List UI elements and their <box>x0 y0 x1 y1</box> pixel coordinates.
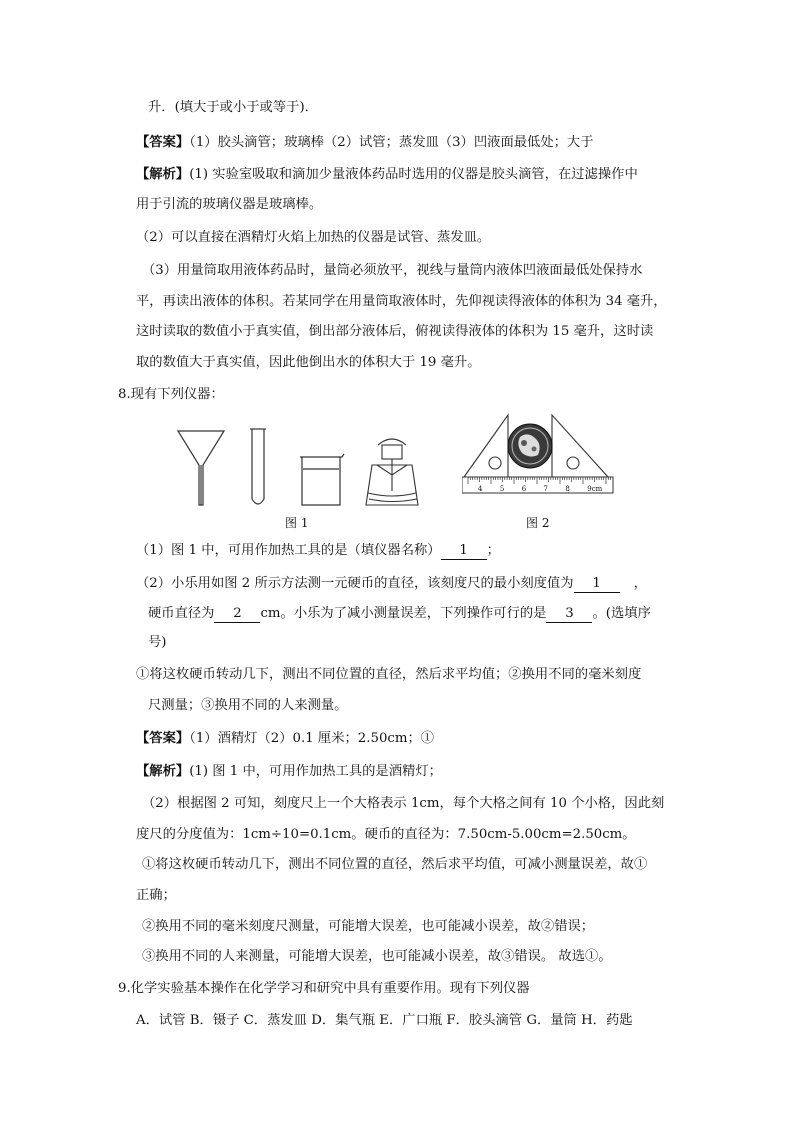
right-set-square <box>552 415 608 477</box>
answer-q8 <box>136 729 434 749</box>
analysis-q7-4: （3）用量筒取用液体药品时，量筒必须放平，视线与量筒内液体凹液面最低处保持水 <box>142 263 643 278</box>
ruler-label: 9cm <box>587 485 603 493</box>
ruler-label: 5 <box>499 485 505 493</box>
analysis-q8-7: ③换用不同的人来测量，可能增大误差，也可能减小误差，故③错误。 故选①。 <box>142 949 612 964</box>
figure-2 <box>462 413 614 505</box>
alcohol-lamp-icon <box>366 439 418 505</box>
analysis-text: (1) 图 1 中，可用作加热工具的是酒精灯； <box>189 764 442 779</box>
q8-1-blank[interactable]: 1 <box>441 543 487 560</box>
test-tube-icon <box>250 429 266 504</box>
funnel-icon <box>178 431 224 505</box>
answer-text: （1）酒精灯（2）0.1 厘米；2.50cm；① <box>189 731 435 746</box>
analysis-q7-7: 取的数值大于真实值，因此他倒出水的体积大于 19 毫升。 <box>136 355 481 370</box>
analysis-q8-3: 度尺的分度值为：1cm÷10=0.1cm。硬币的直径为：7.50cm-5.00cm=2.50cm。 <box>136 827 636 842</box>
ruler-label: 6 <box>521 485 527 493</box>
question-9-options: A．试管 B．镊子 C．蒸发皿 D．集气瓶 E．广口瓶 F．胶头滴管 G．量筒 H．药匙 <box>136 1013 633 1028</box>
question-8-part-2 <box>136 574 647 594</box>
analysis-q7-3: （2）可以直接在酒精灯火焰上加热的仪器是试管、蒸发皿。 <box>136 230 491 245</box>
ruler <box>462 477 613 493</box>
q8-2-end: ， <box>633 576 647 591</box>
question-8: 8.现有下列仪器： <box>118 387 224 402</box>
analysis-q8-1 <box>136 762 442 782</box>
analysis-text: (1) 实验室吸取和滴加少量液体药品时选用的仪器是胶头滴管，在过滤操作中 <box>189 167 638 182</box>
question-8-part-1 <box>136 541 500 561</box>
ruler-label: 7 <box>543 485 549 493</box>
analysis-q8-2: （2）根据图 2 可知，刻度尺上一个大格表示 1cm，每个大格之间有 10 个小格，因此刻 <box>142 796 665 811</box>
analysis-q8-5: 正确； <box>136 888 176 903</box>
answer-label: 【答案】 <box>136 135 190 150</box>
analysis-q7-5: 平，再读出液体的体积。若某同学在用量筒取液体时，先仰视读得液体的体积为 34 毫升， <box>136 294 667 309</box>
q8-3-blank-choice[interactable]: 3 <box>546 606 592 623</box>
analysis-q7-6: 这时读取的数值小于真实值，倒出部分液体后，俯视读得液体的体积为 15 毫升，这时读 <box>136 324 654 339</box>
q8-1-text: （1）图 1 中，可用作加热工具的是（填仪器名称） <box>136 543 441 558</box>
answer-text: （1）胶头滴管；玻璃棒（2）试管；蒸发皿（3）凹液面最低处；大于 <box>189 135 594 150</box>
q8-2-text: （2）小乐用如图 2 所示方法测一元硬币的直径，该刻度尺的最小刻度值为 <box>136 576 574 591</box>
line-q7-tail: 升．(填大于或小于或等于)． <box>148 100 318 115</box>
analysis-label: 【解析】 <box>136 764 190 779</box>
q8-2-blank[interactable]: 1 <box>574 576 620 593</box>
analysis-q7-2: 用于引流的玻璃仪器是玻璃棒。 <box>136 197 323 212</box>
left-set-square <box>464 415 508 477</box>
analysis-q8-6: ②换用不同的毫米刻度尺测量，可能增大误差，也可能减小误差，故②错误； <box>142 919 595 934</box>
analysis-q8-4: ①将这枚硬币转动几下，测出不同位置的直径，然后求平均值，可减小测量误差，故① <box>142 857 648 872</box>
q8-3-blank-diameter[interactable]: 2 <box>214 606 260 623</box>
q8-3-text: 硬币直径为 <box>148 606 215 621</box>
question-9: 9.化学实验基本操作在化学学习和研究中具有重要作用。现有下列仪器 <box>118 981 530 996</box>
answer-label: 【答案】 <box>136 731 190 746</box>
question-8-part-3 <box>148 604 651 624</box>
ruler-label: 4 <box>478 485 483 493</box>
q8-options-1: ①将这枚硬币转动几下，测出不同位置的直径，然后求平均值；②换用不同的毫米刻度 <box>136 667 642 682</box>
q8-1-end: ； <box>486 543 500 558</box>
q8-options-2: 尺测量；③换用不同的人来测量。 <box>148 698 348 713</box>
figure-2-caption: 图 2 <box>526 516 550 530</box>
question-8-part-3b: 号) <box>148 635 167 650</box>
ruler-label: 8 <box>565 485 570 493</box>
figure-1-caption: 图 1 <box>285 516 309 530</box>
answer-q7 <box>136 133 594 153</box>
coin-icon <box>508 424 552 468</box>
analysis-label: 【解析】 <box>136 167 190 182</box>
q8-3-end: 。(选填序 <box>592 606 651 621</box>
q8-3-mid: cm。小乐为了减小测量误差，下列操作可行的是 <box>260 606 547 621</box>
beaker-icon <box>300 454 344 505</box>
analysis-q7-1 <box>136 165 638 185</box>
figure-1 <box>172 425 432 515</box>
